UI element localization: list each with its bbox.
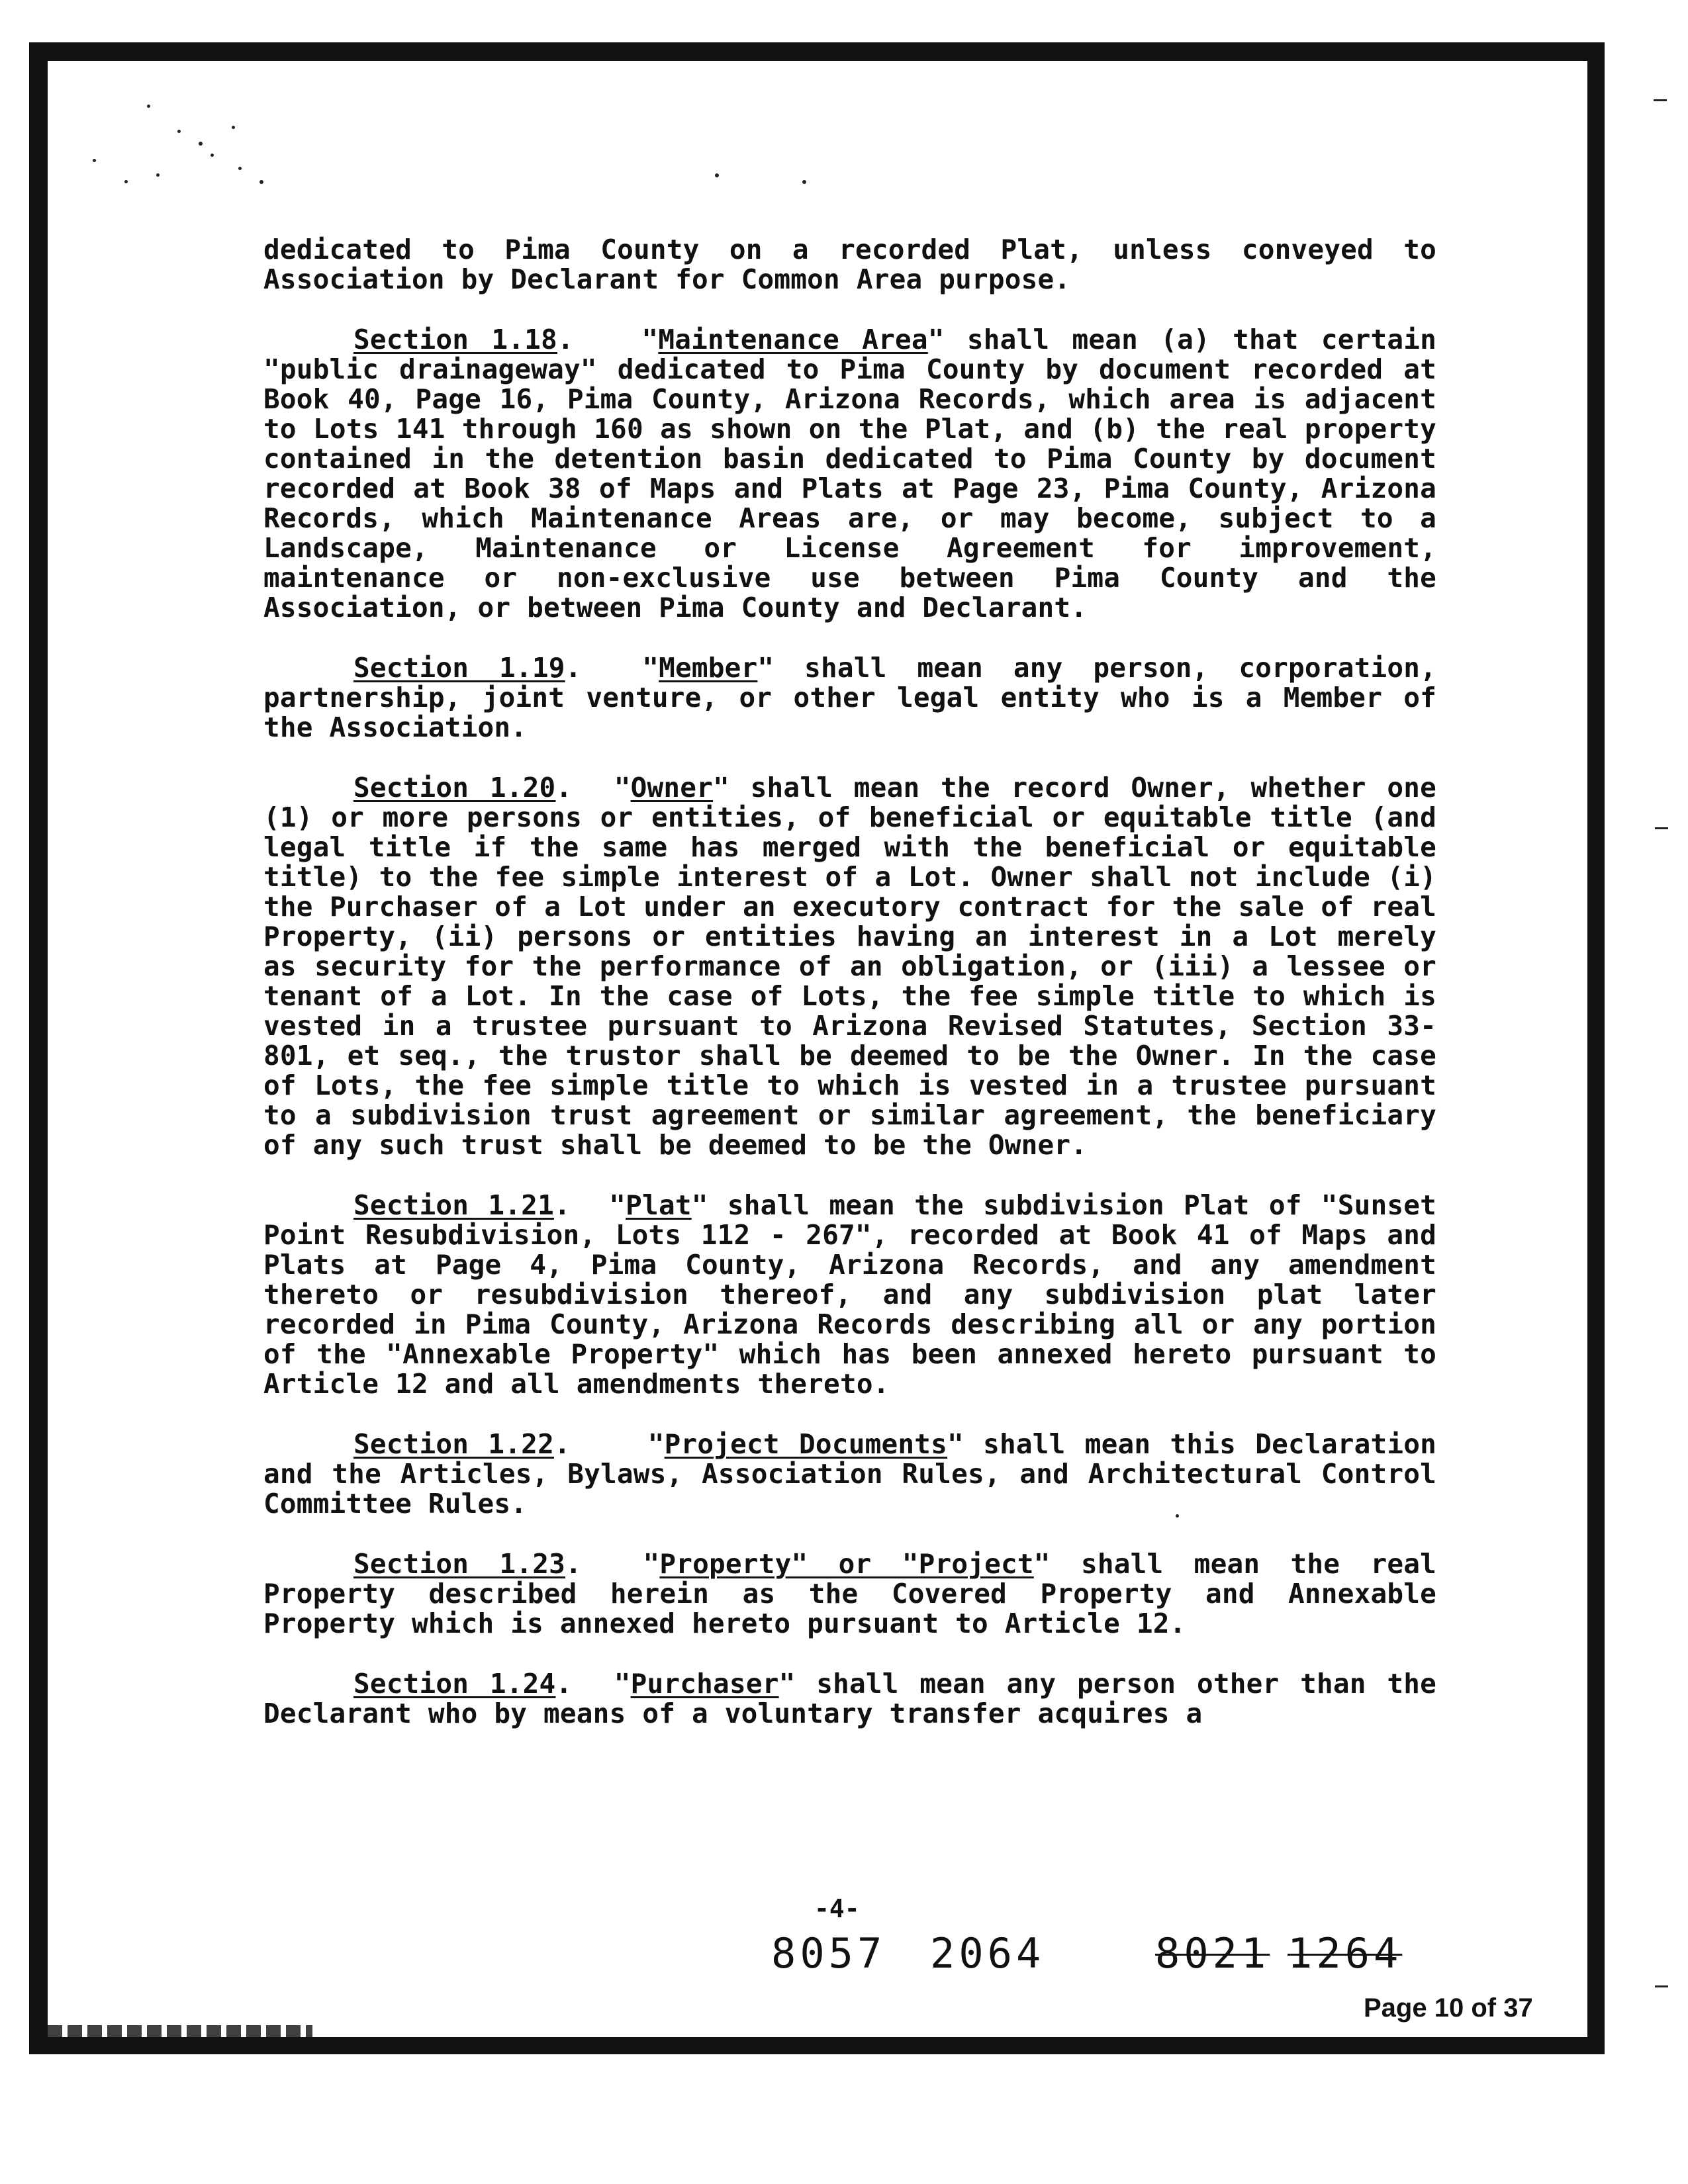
paragraph-section-1-21: Section 1.21. "Plat" shall mean the subdivision Plat of "Sunset Point Resubdivision, Lots 112 - 267", recorded at Book 41 of Maps and Plats at Page 4, Pima County, Arizona Records, and any amendment thereto or resubdivision thereof, and any subdivision plat later recorded in Pima County, Arizona Records describing all or any portion of the "Annexable Property" which has been annexed hereto pursuant to Article 12 and all amendments thereto. [263, 1189, 1436, 1400]
recording-stamp-book: 8057 [771, 1929, 886, 1978]
paragraph-section-1-24: Section 1.24. "Purchaser" shall mean any person other than the Declarant who by means of a voluntary transfer acquires a [263, 1668, 1436, 1729]
page-number: -4- [814, 1894, 860, 1923]
scan-noise-bottom [48, 2025, 312, 2037]
section-heading: Section 1.24 [353, 1668, 556, 1700]
paragraph-text: shall mean any person other than the Declarant who by means of a voluntary transfer acquires a [263, 1668, 1436, 1729]
defined-term: Purchaser [630, 1668, 779, 1700]
scan-border-left [29, 42, 48, 2054]
paragraph-section-1-18: Section 1.18. "Maintenance Area" shall mean (a) that certain "public drainageway" dedicated to Pima County by document recorded at Book 40, Page 16, Pima County, Arizona Records, which area is adjacent to Lots 141 through 160 as shown on the Plat, and (b) the real property contained in the detention basin dedicated to Pima County by document recorded at Book 38 of Maps and Plats at Page 23, Pima County, Arizona Records, which Maintenance Areas are, or may become, subject to a Landscape, Maintenance or License Agreement for improvement, maintenance or non-exclusive use between Pima County and the Association, or between Pima County and Declarant. [263, 324, 1437, 623]
paragraph-section-1-20: Section 1.20. "Owner" shall mean the record Owner, whether one (1) or more persons or entities, of beneficial or equitable title (and legal title if the same has merged with the beneficial or equitable title) to the fee simple interest of a Lot. Owner shall not include (i) the Purchaser of a Lot under an executory contract for the sale of real Property, (ii) persons or entities having an interest in a Lot merely as security for the performance of an obligation, or (iii) a lessee or tenant of a Lot. In the case of Lots, the fee simple title to which is vested in a trustee pursuant to Arizona Revised Statutes, Section 33-801, et seq., the trustor shall be deemed to be the Owner. In the case of Lots, the fee simple title to which is vested in a trustee pursuant to a subdivision trust agreement or similar agreement, the beneficiary of any such trust shall be deemed to be the Owner. [263, 772, 1436, 1161]
struck-stamp-page: 1264 [1288, 1929, 1403, 1978]
defined-term: Property" or "Project [659, 1548, 1034, 1580]
paragraph-text: shall mean the record Owner, whether one (1) or more persons or entities, of beneficial or equitable title (and legal title if the same has merged with the beneficial or equitable title) to the fee simple interest of a Lot. Owner shall not include (i) the Purchaser of a Lot under an executory contract for the sale of real Property, (ii) persons or entities having an interest in a Lot merely as security for the performance of an obligation, or (iii) a lessee or tenant of a Lot. In the case of Lots, the fee simple title to which is vested in a trustee pursuant to Arizona Revised Statutes, Section 33-801, et seq., the trustor shall be deemed to be the Owner. In the case of Lots, the fee simple title to which is vested in a trustee pursuant to a subdivision trust agreement or similar agreement, the beneficiary of any such trust shall be deemed to be the Owner. [263, 772, 1436, 1161]
section-heading: Section 1.22 [353, 1428, 554, 1460]
paragraph-section-1-22: Section 1.22. "Project Documents" shall mean this Declaration and the Articles, Bylaws, Association Rules, and Architectural Control Committee Rules. [263, 1428, 1437, 1520]
paragraph-text: shall mean this Declaration and the Articles, Bylaws, Association Rules, and Architectural Control Committee Rules. [263, 1428, 1437, 1520]
scan-border-top [29, 42, 1605, 61]
section-heading: Section 1.21 [353, 1189, 554, 1221]
defined-term: Plat [626, 1189, 692, 1221]
paragraph-text: shall mean the subdivision Plat of "Sunset Point Resubdivision, Lots 112 - 267", recorded at Book 41 of Maps and Plats at Page 4, Pima County, Arizona Records, and any amendment thereto or resubdivision thereof, and any subdivision plat later recorded in Pima County, Arizona Records describing all or any portion of the "Annexable Property" which has been annexed hereto pursuant to Article 12 and all amendments thereto. [263, 1189, 1436, 1400]
paragraph-text: dedicated to Pima County on a recorded Plat, unless conveyed to Association by Declarant for Common Area purpose. [263, 234, 1436, 295]
defined-term: Maintenance Area [658, 324, 928, 355]
document-body [263, 235, 1436, 1759]
paragraph-text: shall mean the real Property described herein as the Covered Property and Annexable Property which is annexed hereto pursuant to Article 12. [263, 1548, 1436, 1639]
paragraph-section-1-23: Section 1.23. "Property" or "Project" shall mean the real Property described herein as the Covered Property and Annexable Property which is annexed hereto pursuant to Article 12. [263, 1548, 1436, 1639]
defined-term: Owner [630, 772, 714, 803]
section-heading: Section 1.20 [353, 772, 556, 803]
scan-border-bottom [29, 2037, 1605, 2054]
struck-stamp-book: 8021 [1155, 1929, 1270, 1978]
defined-term: Project Documents [664, 1428, 947, 1460]
page-counter: Page 10 of 37 [1364, 1993, 1533, 2023]
paragraph-continuation [263, 235, 1436, 295]
section-heading: Section 1.18 [353, 324, 557, 355]
defined-term: Member [659, 652, 758, 684]
paragraph-text: shall mean any person, corporation, partnership, joint venture, or other legal entity who is a Member of the Association. [263, 652, 1437, 743]
scan-border-right [1587, 42, 1605, 2054]
paragraph-section-1-19: Section 1.19. "Member" shall mean any person, corporation, partnership, joint venture, or other legal entity who is a Member of the Association. [263, 652, 1437, 743]
section-heading: Section 1.19 [353, 652, 565, 684]
paragraph-text: shall mean (a) that certain "public drainageway" dedicated to Pima County by document recorded at Book 40, Page 16, Pima County, Arizona Records, which area is adjacent to Lots 141 through 160 as shown on the Plat, and (b) the real property contained in the detention basin dedicated to Pima County by document recorded at Book 38 of Maps and Plats at Page 23, Pima County, Arizona Records, which Maintenance Areas are, or may become, subject to a Landscape, Maintenance or License Agreement for improvement, maintenance or non-exclusive use between Pima County and the Association, or between Pima County and Declarant. [263, 324, 1437, 623]
recording-stamp-page: 2064 [930, 1929, 1045, 1978]
section-heading: Section 1.23 [353, 1548, 566, 1580]
